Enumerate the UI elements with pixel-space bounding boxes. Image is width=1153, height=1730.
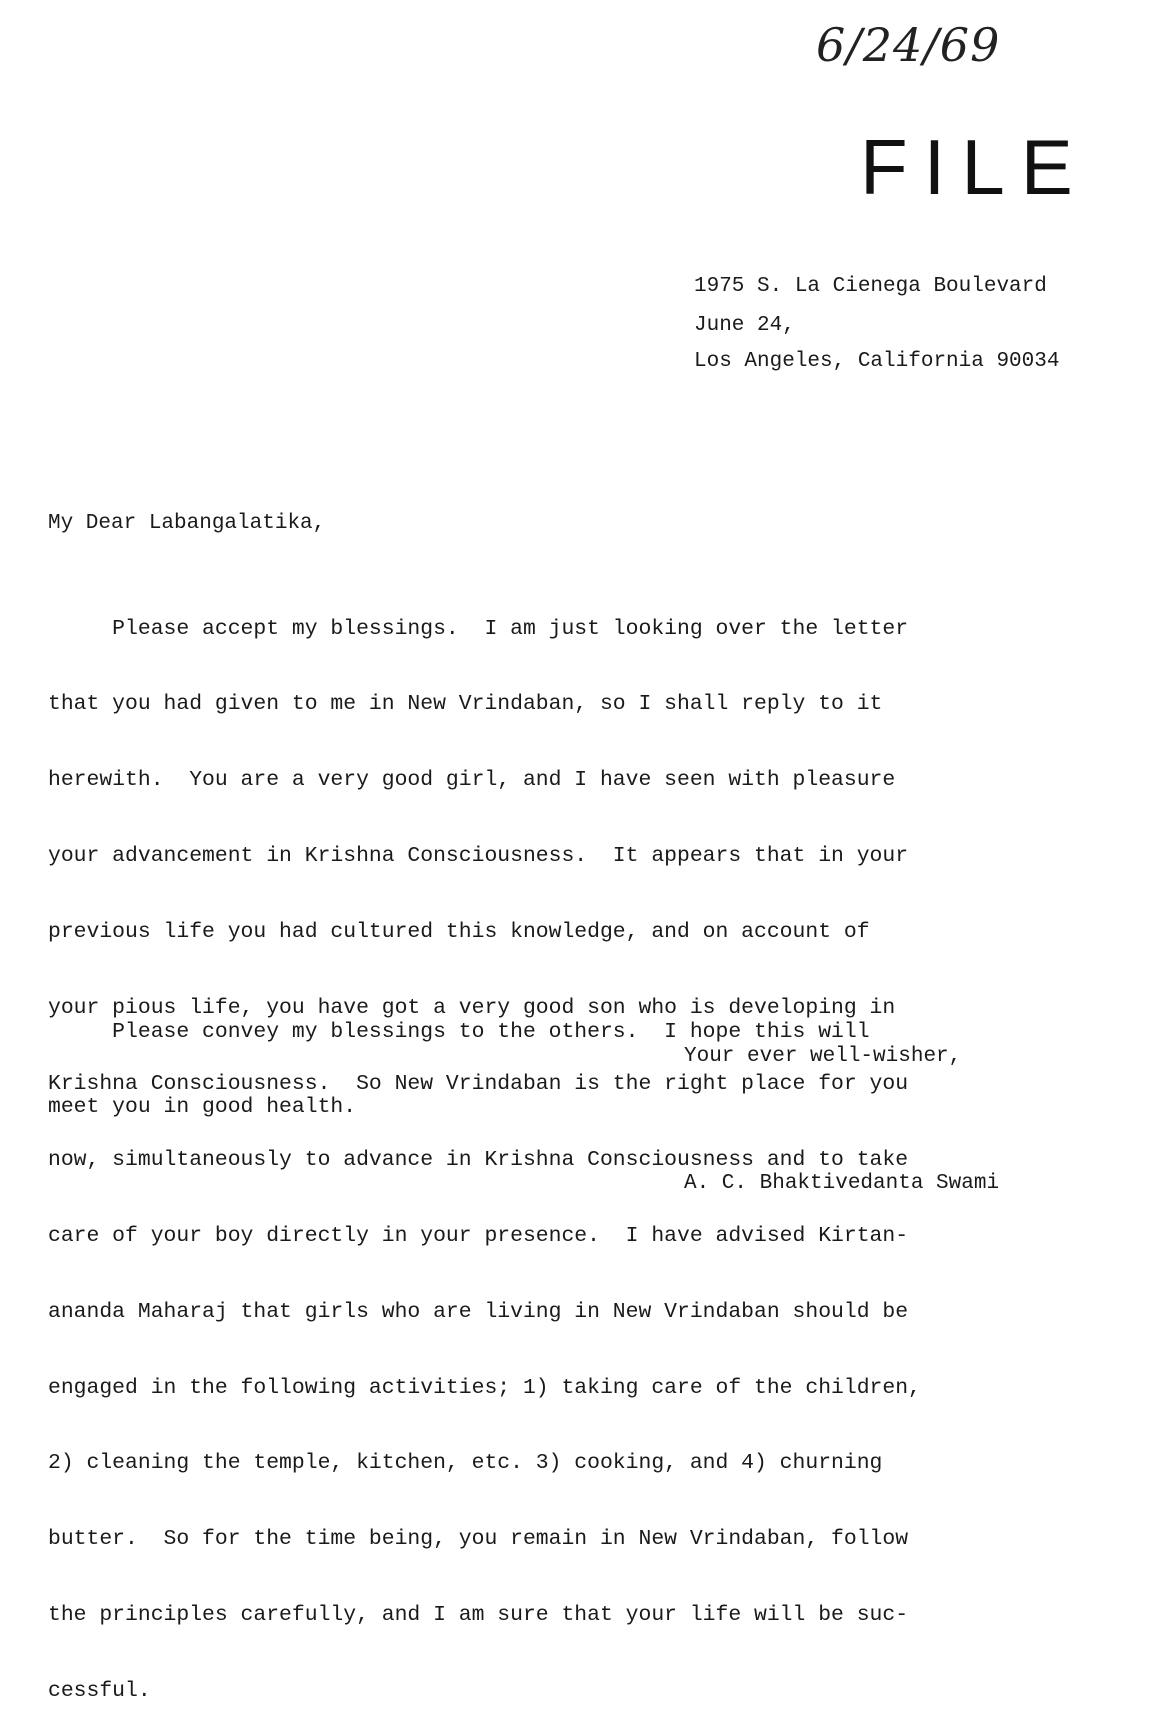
address-line-street: 1975 S. La Cienega Boulevard — [694, 275, 1047, 298]
letter-date: June 24, — [694, 314, 795, 337]
handwritten-date: 6/24/69 — [816, 18, 1001, 72]
body-line: Please convey my blessings to the others. I hope this will — [48, 1019, 870, 1044]
signature-name: A. C. Bhaktivedanta Swami — [684, 1172, 1000, 1195]
body-line: Please accept my blessings. I am just looking over the letter — [48, 616, 909, 641]
body-paragraph-1 — [48, 566, 921, 1730]
body-line: care of your boy directly in your presence. I have advised Kirtan- — [48, 1223, 909, 1248]
body-line: cessful. — [48, 1679, 151, 1704]
salutation: My Dear Labangalatika, — [48, 512, 326, 535]
body-line: the principles carefully, and I am sure that your life will be suc- — [48, 1603, 909, 1628]
body-line: ananda Maharaj that girls who are living in New Vrindaban should be — [48, 1299, 909, 1324]
body-line: Krishna Consciousness. So New Vrindaban is the right place for you — [48, 1071, 909, 1096]
body-line: herewith. You are a very good girl, and I have seen with pleasure — [48, 768, 896, 793]
body-line: your advancement in Krishna Consciousness. It appears that in your — [48, 844, 909, 869]
body-line: previous life you had cultured this knowledge, and on account of — [48, 920, 870, 945]
body-line: butter. So for the time being, you remain in New Vrindaban, follow — [48, 1527, 909, 1552]
closing: Your ever well-wisher, — [684, 1045, 962, 1068]
body-line: your pious life, you have got a very good son who is developing in — [48, 996, 896, 1021]
sender-address — [694, 224, 1059, 399]
body-line: 2) cleaning the temple, kitchen, etc. 3) cooking, and 4) churning — [48, 1451, 883, 1476]
body-line: engaged in the following activities; 1) taking care of the children, — [48, 1375, 921, 1400]
body-line: that you had given to me in New Vrindaban, so I shall reply to it — [48, 692, 883, 717]
file-stamp: FILE — [860, 123, 1089, 211]
body-line: now, simultaneously to advance in Krishna Consciousness and to take — [48, 1147, 909, 1172]
body-line: meet you in good health. — [48, 1095, 357, 1120]
address-line-city: Los Angeles, California 90034 — [694, 350, 1060, 373]
